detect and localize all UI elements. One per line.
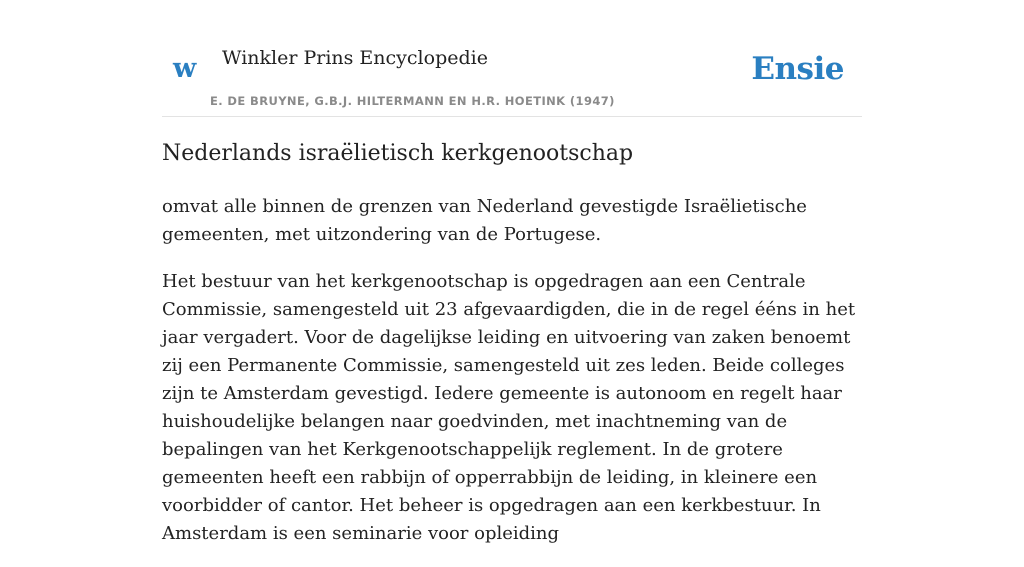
site-header xyxy=(162,0,862,117)
winkler-prins-logo[interactable]: w xyxy=(173,53,197,84)
article xyxy=(162,138,862,567)
article-paragraph: omvat alle binnen de grenzen van Nederland gevestigde Israëlietische gemeenten, met uitzondering van de Portugese. xyxy=(162,196,807,245)
authors-byline: E. DE BRUYNE, G.B.J. HILTERMANN EN H.R. HOETINK (1947) xyxy=(210,94,615,108)
ensie-logo[interactable]: Ensie xyxy=(751,51,844,87)
site-title[interactable]: Winkler Prins Encyclopedie xyxy=(222,47,488,69)
article-paragraph: Het bestuur van het kerkgenootschap is opgedragen aan een Centrale Commissie, samengesteld uit 23 afgevaardigden, die in de regel ééns in het jaar vergadert. Voor de dagelijkse leiding en uitvoering van zaken benoemt zij een Permanente Commissie, samengesteld uit zes leden. Beide colleges zijn te Amsterdam gevestigd. Iedere gemeente is autonoom en regelt haar huishoudelijke belangen naar goedvinden, met inachtneming van de bepalingen van het Kerkgenootschappelijk reglement. In de grotere gemeenten heeft een rabbijn of opperrabbijn de leiding, in kleinere een voorbidder of cantor. Het beheer is opgedragen aan een kerkbestuur. In Amsterdam is een seminarie voor opleiding xyxy=(162,271,856,544)
article-title: Nederlands israëlietisch kerkgenootschap xyxy=(162,141,634,166)
